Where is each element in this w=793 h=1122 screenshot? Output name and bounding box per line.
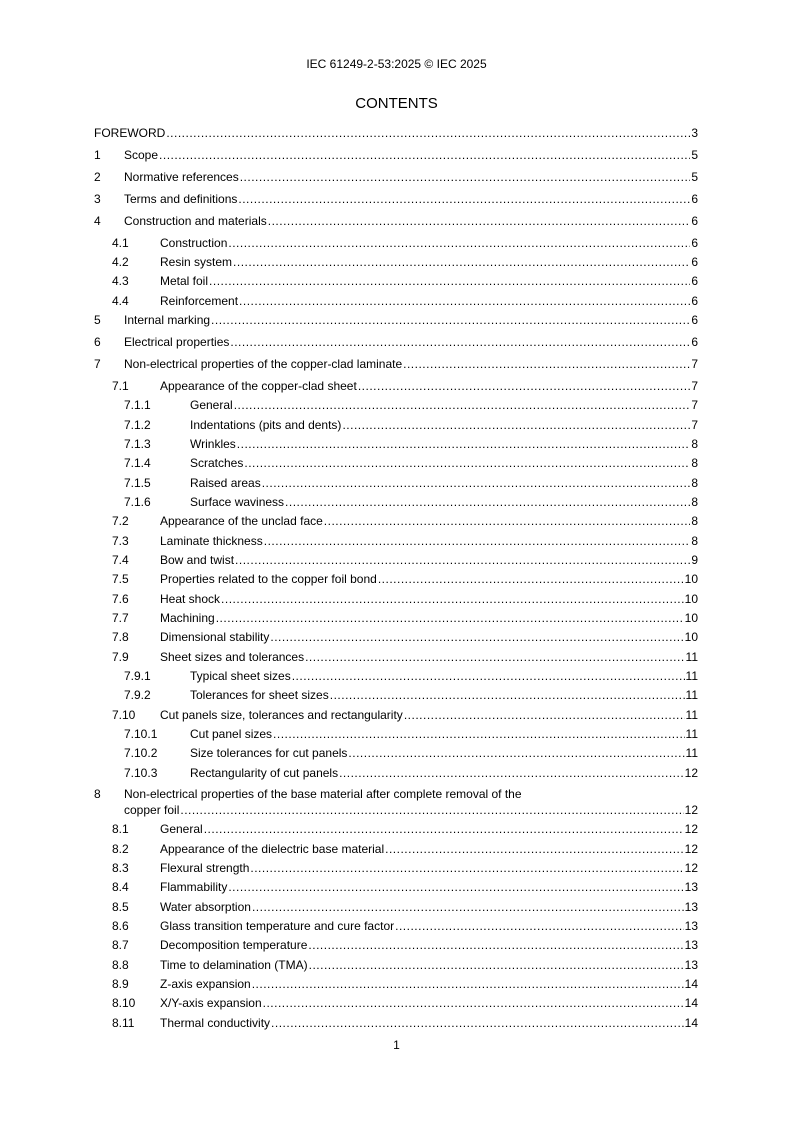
toc-page-number: 6	[691, 192, 698, 206]
toc-number: 8.7	[112, 938, 129, 952]
toc-number: 8.6	[112, 919, 129, 933]
toc-label: Sheet sizes and tolerances	[160, 650, 305, 664]
toc-leader-dots	[221, 592, 684, 606]
toc-label: Terms and definitions	[124, 192, 238, 206]
toc-entry[interactable]	[94, 766, 698, 780]
toc-leader-dots	[252, 977, 684, 991]
toc-page-number: 11	[685, 669, 698, 683]
toc-label: Properties related to the copper foil bond	[160, 572, 377, 586]
toc-leader-dots	[159, 148, 690, 162]
toc-page-number: 12	[684, 861, 698, 875]
toc-page-number: 10	[684, 572, 698, 586]
toc-label: Scope	[124, 148, 159, 162]
toc-label: General	[160, 822, 203, 836]
toc-leader-dots	[239, 294, 690, 308]
toc-label: Internal marking	[124, 313, 211, 327]
toc-leader-dots	[268, 214, 691, 228]
toc-page-number: 8	[691, 534, 698, 548]
toc-entry[interactable]	[94, 787, 698, 817]
toc-label: Metal foil	[160, 274, 209, 288]
toc-entry[interactable]	[94, 977, 698, 991]
toc-number: 6	[94, 335, 101, 349]
toc-label: Decomposition temperature	[160, 938, 308, 952]
toc-label: Tolerances for sheet sizes	[190, 688, 329, 702]
toc-number: 5	[94, 313, 101, 327]
toc-page-number: 10	[684, 611, 698, 625]
toc-label: Resin system	[160, 255, 233, 269]
toc-label: Appearance of the unclad face	[160, 514, 323, 528]
toc-page-number: 8	[691, 456, 698, 470]
toc-page-number: 11	[685, 650, 698, 664]
toc-entry[interactable]	[94, 255, 698, 269]
toc-leader-dots	[209, 274, 690, 288]
toc-number: 7.10.1	[124, 727, 158, 741]
toc-page-number: 7	[691, 379, 698, 393]
toc-number: 7.10	[112, 708, 136, 722]
toc-leader-dots	[308, 938, 683, 952]
toc-entry[interactable]	[94, 418, 698, 432]
toc-page-number: 12	[684, 822, 698, 836]
toc-entry[interactable]	[94, 669, 698, 683]
toc-leader-dots	[204, 822, 684, 836]
toc-leader-dots	[264, 534, 691, 548]
toc-number: 8.4	[112, 880, 129, 894]
toc-number: 7.1.2	[124, 418, 151, 432]
toc-leader-dots	[228, 880, 683, 894]
toc-label: Rectangularity of cut panels	[190, 766, 339, 780]
toc-leader-dots	[404, 708, 685, 722]
toc-leader-dots	[305, 650, 684, 664]
toc-leader-dots	[385, 842, 684, 856]
toc-entry[interactable]	[94, 456, 698, 470]
toc-leader-dots	[271, 1016, 684, 1030]
toc-page-number: 8	[691, 514, 698, 528]
toc-label: Flammability	[160, 880, 228, 894]
toc-number: 8.3	[112, 861, 129, 875]
toc-leader-dots	[395, 919, 684, 933]
toc-leader-dots	[285, 495, 690, 509]
toc-number: 7.8	[112, 630, 129, 644]
toc-label: Appearance of the copper-clad sheet	[160, 379, 357, 393]
toc-label: Typical sheet sizes	[190, 669, 291, 683]
toc-entry[interactable]	[94, 236, 698, 250]
toc-label: Reinforcement	[160, 294, 239, 308]
toc-number: 1	[94, 148, 101, 162]
toc-label: Thermal conductivity	[160, 1016, 271, 1030]
toc-leader-dots	[244, 456, 690, 470]
toc-entry[interactable]	[94, 996, 698, 1010]
toc-leader-dots	[230, 335, 690, 349]
toc-label: Cut panels size, tolerances and rectangularity	[160, 708, 403, 722]
toc-number: 8.8	[112, 958, 129, 972]
toc-leader-dots	[252, 900, 684, 914]
toc-leader-dots	[216, 611, 684, 625]
page-number: 1	[393, 1038, 400, 1052]
toc-entry[interactable]	[94, 335, 698, 349]
toc-entry[interactable]	[94, 476, 698, 490]
toc-entry[interactable]	[94, 727, 698, 741]
toc-page-number: 11	[685, 746, 698, 760]
toc-label: Electrical properties	[124, 335, 230, 349]
toc-number: 7.7	[112, 611, 129, 625]
toc-leader-dots	[233, 255, 690, 269]
toc-entry[interactable]	[94, 630, 698, 644]
toc-leader-dots	[262, 476, 691, 490]
toc-number: 7.9.2	[124, 688, 151, 702]
toc-number: 8.10	[112, 996, 136, 1010]
toc-number: 7	[94, 357, 101, 371]
toc-entry[interactable]	[94, 437, 698, 451]
toc-leader-dots	[309, 958, 684, 972]
toc-label: FOREWORD	[94, 126, 166, 140]
toc-page-number: 9	[691, 553, 698, 567]
toc-page-number: 6	[691, 274, 698, 288]
toc-entry[interactable]	[94, 553, 698, 567]
toc-label: Surface waviness	[190, 495, 285, 509]
toc-page-number: 13	[684, 919, 698, 933]
toc-number: 7.1.5	[124, 476, 151, 490]
toc-number: 7.1.6	[124, 495, 151, 509]
toc-number: 4.2	[112, 255, 129, 269]
toc-label: Flexural strength	[160, 861, 250, 875]
toc-label: Time to delamination (TMA)	[160, 958, 308, 972]
toc-page-number: 8	[691, 495, 698, 509]
toc-entry[interactable]	[94, 650, 698, 664]
toc-number: 7.10.2	[124, 746, 158, 760]
toc-leader-dots	[358, 379, 691, 393]
toc-leader-dots	[228, 236, 690, 250]
toc-label: General	[190, 398, 233, 412]
toc-label: Laminate thickness	[160, 534, 263, 548]
toc-entry[interactable]	[94, 1016, 698, 1030]
toc-entry[interactable]	[94, 534, 698, 548]
toc-number: 4.3	[112, 274, 129, 288]
toc-entry[interactable]	[94, 842, 698, 856]
toc-page-number: 10	[684, 630, 698, 644]
toc-entry[interactable]	[94, 294, 698, 308]
toc-entry[interactable]	[94, 398, 698, 412]
toc-entry[interactable]	[94, 919, 698, 933]
toc-leader-dots	[292, 669, 685, 683]
toc-page-number: 6	[691, 335, 698, 349]
toc-label: Dimensional stability	[160, 630, 270, 644]
toc-entry[interactable]	[94, 958, 698, 972]
toc-page-number: 7	[691, 357, 698, 371]
toc-leader-dots	[339, 766, 684, 780]
toc-entry[interactable]	[94, 357, 698, 371]
toc-number: 4	[94, 214, 101, 228]
toc-leader-dots	[403, 357, 690, 371]
toc-label: Size tolerances for cut panels	[190, 746, 348, 760]
toc-page-number: 12	[684, 842, 698, 856]
toc-number: 4.4	[112, 294, 129, 308]
toc-number: 8.5	[112, 900, 129, 914]
toc-leader-dots	[234, 398, 691, 412]
toc-page-number: 12	[684, 766, 698, 780]
toc-page-number: 7	[691, 418, 698, 432]
toc-label: Appearance of the dielectric base material	[160, 842, 385, 856]
toc-number: 7.4	[112, 553, 129, 567]
toc-entry[interactable]	[94, 379, 698, 393]
toc-label: Non-electrical properties of the copper-clad laminate	[124, 357, 403, 371]
toc-entry[interactable]	[94, 214, 698, 228]
toc-number: 7.1.3	[124, 437, 151, 451]
toc-number: 3	[94, 192, 101, 206]
toc-number: 7.9	[112, 650, 129, 664]
toc-number: 7.6	[112, 592, 129, 606]
toc-page-number: 11	[685, 688, 698, 702]
toc-page-number: 8	[691, 476, 698, 490]
toc-page-number: 7	[691, 398, 698, 412]
toc-entry[interactable]	[94, 126, 698, 140]
toc-leader-dots	[180, 803, 683, 817]
toc-page-number: 11	[685, 708, 698, 722]
toc-number: 8.1	[112, 822, 129, 836]
toc-number: 7.1.4	[124, 456, 151, 470]
toc-number: 4.1	[112, 236, 129, 250]
toc-page-number: 14	[684, 996, 698, 1010]
toc-entry[interactable]	[94, 900, 698, 914]
toc-number: 7.3	[112, 534, 129, 548]
toc-page-number: 8	[691, 437, 698, 451]
toc-page-number: 6	[691, 255, 698, 269]
toc-label: Machining	[160, 611, 215, 625]
toc-label-continued: copper foil	[124, 803, 180, 817]
toc-label: Non-electrical properties of the base material after complete removal of the	[124, 787, 522, 801]
toc-page-number: 13	[684, 938, 698, 952]
toc-label: Scratches	[190, 456, 244, 470]
toc-label: Raised areas	[190, 476, 261, 490]
toc-leader-dots	[240, 170, 691, 184]
toc-page-number: 10	[684, 592, 698, 606]
toc-page-number: 12	[684, 803, 698, 817]
toc-leader-dots	[250, 861, 683, 875]
toc-label: Normative references	[124, 170, 239, 184]
toc-entry[interactable]	[94, 192, 698, 206]
toc-number: 7.2	[112, 514, 129, 528]
toc-label: Indentations (pits and dents)	[190, 418, 342, 432]
toc-label: Z-axis expansion	[160, 977, 251, 991]
document-header: IEC 61249-2-53:2025 © IEC 2025	[306, 57, 487, 71]
toc-entry[interactable]	[94, 708, 698, 722]
toc-entry[interactable]	[94, 514, 698, 528]
toc-entry[interactable]	[94, 148, 698, 162]
toc-leader-dots	[273, 727, 684, 741]
toc-entry[interactable]	[94, 313, 698, 327]
toc-page-number: 6	[691, 236, 698, 250]
toc-number: 8.9	[112, 977, 129, 991]
toc-entry[interactable]	[94, 880, 698, 894]
toc-label: X/Y-axis expansion	[160, 996, 262, 1010]
toc-number: 8.11	[112, 1016, 135, 1030]
toc-page-number: 14	[684, 977, 698, 991]
toc-page-number: 14	[684, 1016, 698, 1030]
toc-entry[interactable]	[94, 746, 698, 760]
toc-number: 2	[94, 170, 101, 184]
toc-entry[interactable]	[94, 592, 698, 606]
toc-label: Heat shock	[160, 592, 221, 606]
toc-leader-dots	[238, 192, 690, 206]
toc-leader-dots	[235, 553, 690, 567]
toc-leader-dots	[211, 313, 690, 327]
toc-page-number: 13	[684, 900, 698, 914]
toc-page-number: 11	[685, 727, 698, 741]
toc-leader-dots	[378, 572, 684, 586]
toc-leader-dots	[330, 688, 685, 702]
toc-number: 7.5	[112, 572, 129, 586]
toc-number: 8.2	[112, 842, 129, 856]
toc-label: Bow and twist	[160, 553, 235, 567]
toc-entry[interactable]	[94, 495, 698, 509]
toc-label: Glass transition temperature and cure factor	[160, 919, 395, 933]
toc-page-number: 5	[691, 148, 698, 162]
toc-label: Cut panel sizes	[190, 727, 273, 741]
toc-entry[interactable]	[94, 274, 698, 288]
toc-leader-dots	[348, 746, 684, 760]
toc-number: 8	[94, 787, 101, 801]
toc-page-number: 5	[691, 170, 698, 184]
toc-page-number: 6	[691, 313, 698, 327]
toc-leader-dots	[324, 514, 691, 528]
toc-leader-dots	[237, 437, 691, 451]
toc-page-number: 13	[684, 958, 698, 972]
toc-entry[interactable]	[94, 938, 698, 952]
toc-entry[interactable]	[94, 688, 698, 702]
toc-entry[interactable]	[94, 611, 698, 625]
toc-number: 7.10.3	[124, 766, 158, 780]
toc-page-number: 3	[691, 126, 698, 140]
toc-label: Wrinkles	[190, 437, 236, 451]
toc-label: Construction	[160, 236, 228, 250]
toc-number: 7.1	[112, 379, 129, 393]
toc-page-number: 6	[691, 214, 698, 228]
toc-leader-dots	[270, 630, 683, 644]
toc-entry[interactable]	[94, 572, 698, 586]
toc-page-number: 6	[691, 294, 698, 308]
toc-leader-dots	[263, 996, 684, 1010]
toc-leader-dots	[342, 418, 690, 432]
toc-entry[interactable]	[94, 822, 698, 836]
toc-label: Construction and materials	[124, 214, 267, 228]
toc-number: 7.1.1	[124, 398, 151, 412]
toc-entry[interactable]	[94, 170, 698, 184]
toc-number: 7.9.1	[124, 669, 151, 683]
toc-leader-dots	[166, 126, 690, 140]
toc-label: Water absorption	[160, 900, 251, 914]
toc-entry[interactable]	[94, 861, 698, 875]
page-title: CONTENTS	[355, 95, 438, 112]
toc-page-number: 13	[684, 880, 698, 894]
